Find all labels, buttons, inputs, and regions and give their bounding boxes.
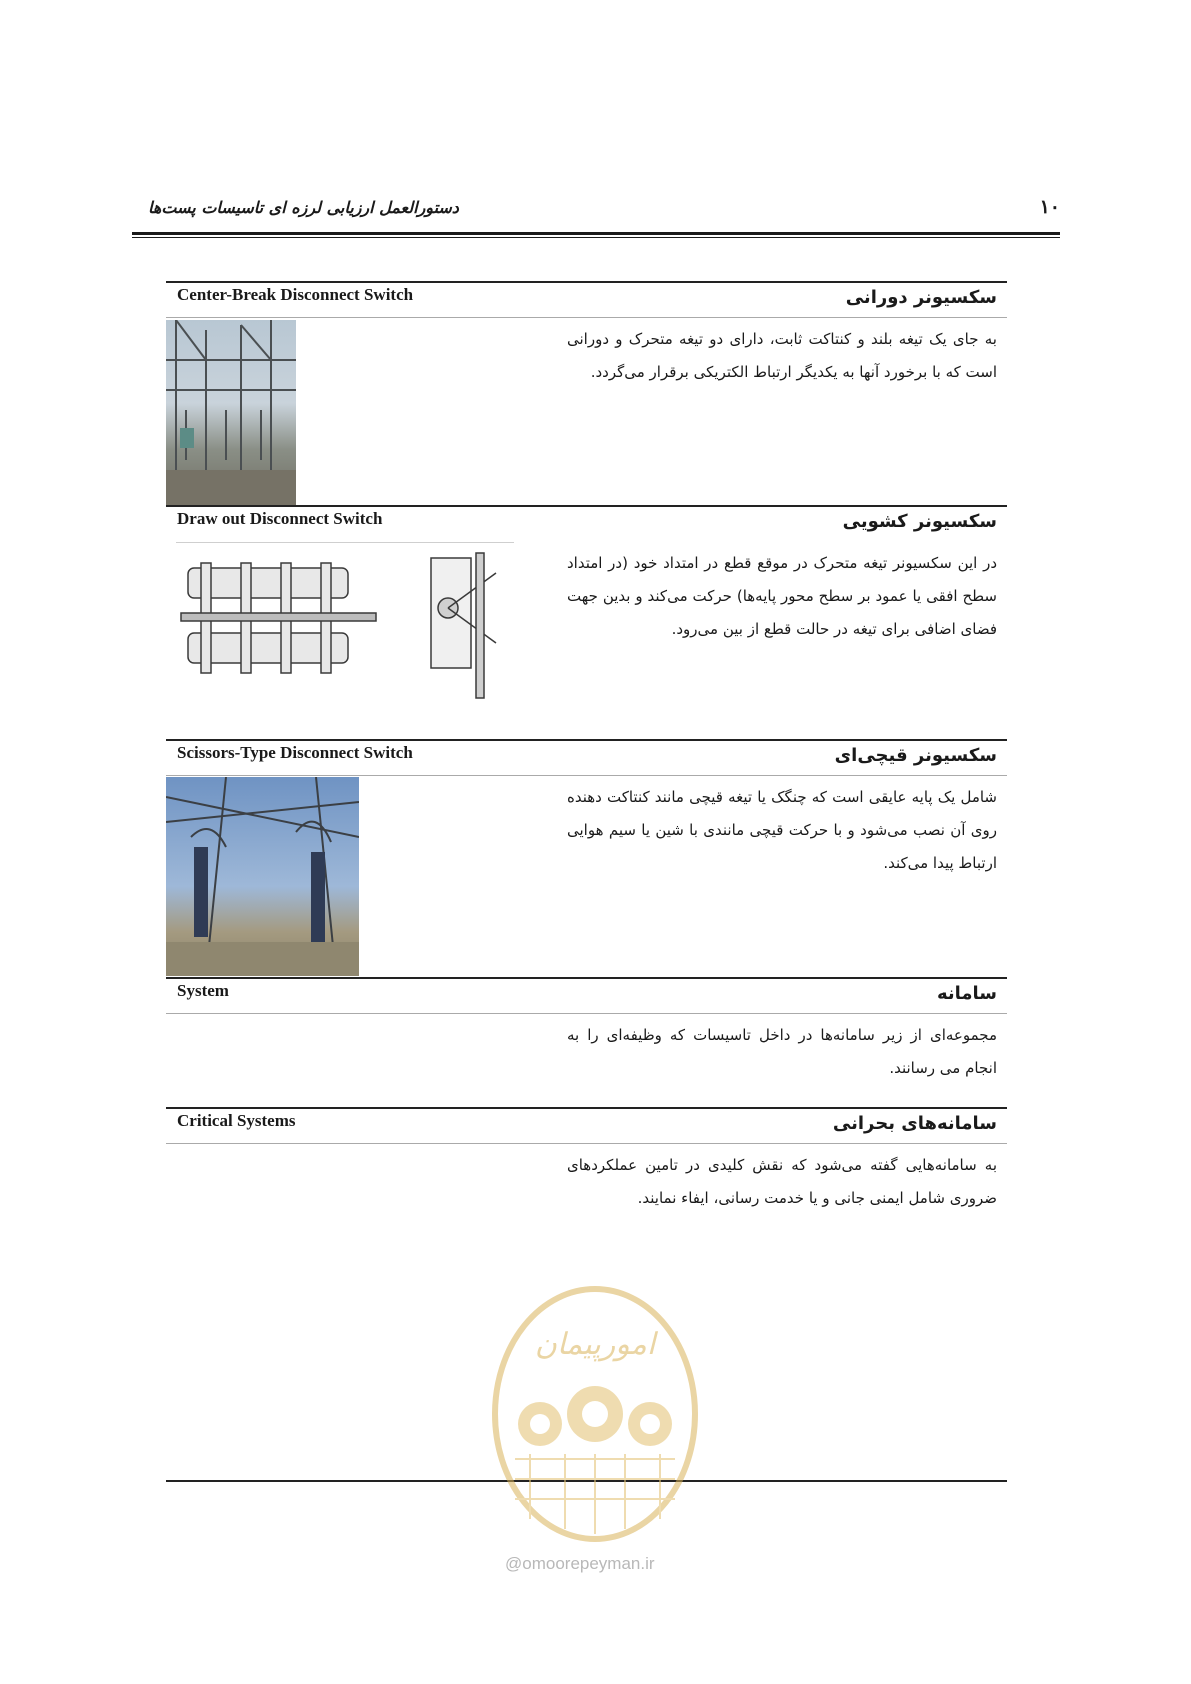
term-en: Draw out Disconnect Switch	[177, 509, 383, 528]
glossary-entry-scissors-type	[166, 739, 1007, 977]
draw-out-switch-drawing	[176, 542, 514, 703]
page-number: ۱۰	[1039, 196, 1060, 218]
header-rule-thin	[132, 237, 1060, 238]
scissors-switch-photo	[166, 777, 359, 976]
entry-separator	[166, 317, 1007, 318]
term-fa: سامانه‌های بحرانی	[832, 1113, 997, 1134]
entry-separator	[166, 1143, 1007, 1144]
glossary-entry-center-break	[166, 281, 1007, 506]
center-break-switch-photo	[166, 320, 296, 505]
definition: مجموعه‌ای از زیر سامانه‌ها در داخل تاسیسات که وظیفه‌ای را به انجام می رسانند.	[567, 1026, 997, 1077]
glossary-entry-system	[166, 977, 1007, 1097]
term-fa: سکسیونر دورانی	[845, 287, 997, 308]
term-en: Scissors-Type Disconnect Switch	[177, 743, 413, 762]
glossary-entry-draw-out	[166, 505, 1007, 705]
term-en: System	[177, 981, 229, 1000]
entry-separator	[166, 1013, 1007, 1014]
term-en: Center-Break Disconnect Switch	[177, 285, 414, 304]
definition: شامل یک پایه عایقی است که چنگک یا تیغه قیچی مانند کنتاکت دهنده روی آن نصب می‌شود و با حرکت قیچی مانندی با شین یا سیم هوایی ارتباط پیدا می‌کند.	[567, 788, 997, 872]
entry-rule	[166, 977, 1007, 979]
watermark-url: @omoorepeyman.ir	[505, 1554, 655, 1573]
svg-text:امورپیمان: امورپیمان	[534, 1327, 656, 1362]
definition: در این سکسیونر تیغه متحرک در موقع قطع در امتداد خود (در امتداد سطح افقی یا عمود بر سطح محور پایه‌ها) حرکت می‌کند و بدین جهت فضای اضافی برای تیغه در حالت قطع از بین می‌رود.	[567, 554, 997, 638]
term-fa: سکسیونر قیچی‌ای	[834, 745, 997, 766]
term-fa: سکسیونر کشویی	[842, 511, 997, 532]
term-fa: سامانه	[936, 983, 997, 1004]
header-rule	[132, 232, 1060, 235]
entry-rule	[166, 1107, 1007, 1109]
definition: به جای یک تیغه بلند و کنتاکت ثابت، دارای دو تیغه متحرک و دورانی است که با برخورد آنها به یکدیگر ارتباط الکتریکی برقرار می‌گردد.	[567, 330, 997, 381]
term-en: Critical Systems	[177, 1111, 296, 1130]
running-title: دستورالعمل ارزیابی لرزه ای تاسیسات پست‌ها	[148, 198, 459, 217]
watermark-logo	[490, 1284, 700, 1544]
entry-rule	[166, 505, 1007, 507]
page-header	[132, 196, 1060, 226]
definition: به سامانه‌هایی گفته می‌شود که نقش کلیدی در تامین عملکردهای ضروری شامل ایمنی جانی و یا خدمت رسانی، ایفاء نمایند.	[567, 1156, 997, 1207]
entry-rule	[166, 739, 1007, 741]
entry-separator	[166, 775, 1007, 776]
entry-rule	[166, 281, 1007, 283]
glossary-entry-critical-systems	[166, 1107, 1007, 1227]
